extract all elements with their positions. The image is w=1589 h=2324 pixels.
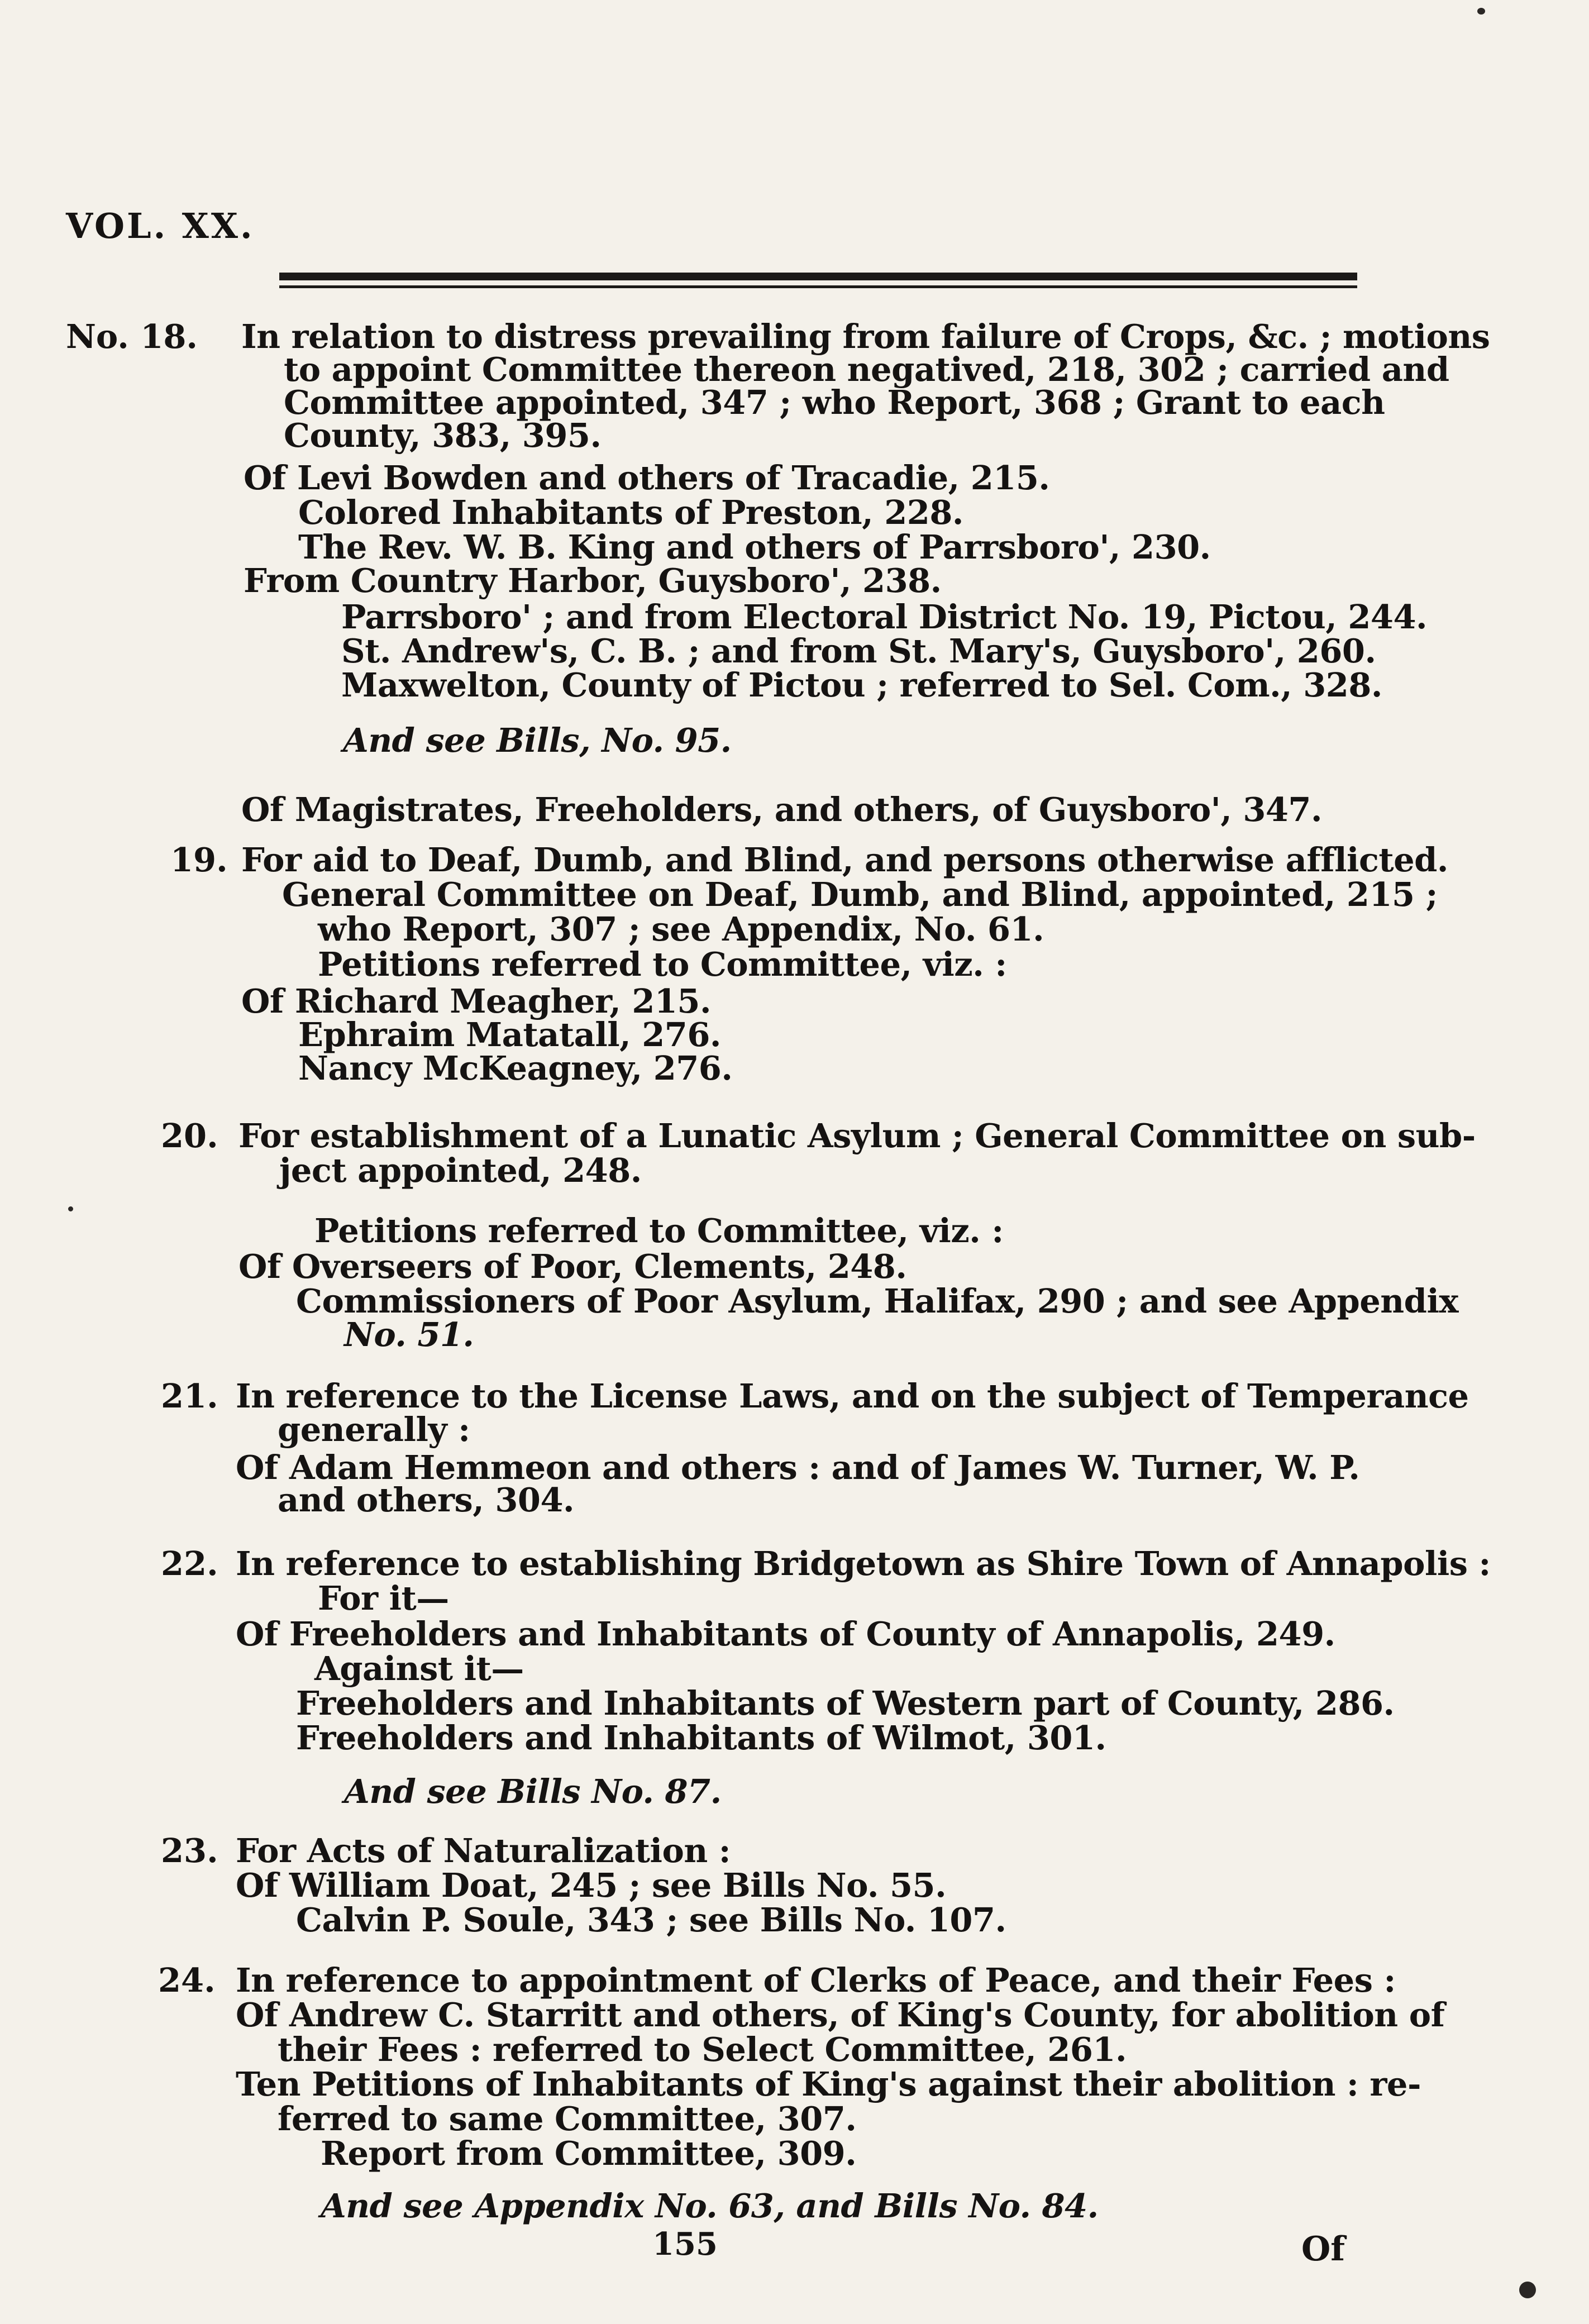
entry-line: Of Levi Bowden and others of Tracadie, 215. <box>244 459 1050 497</box>
entry-line: For aid to Deaf, Dumb, and Blind, and persons otherwise afflicted. <box>241 841 1448 879</box>
entry-line: Ephraim Matatall, 276. <box>298 1015 721 1054</box>
print-speck <box>1519 2282 1536 2298</box>
entry-line: their Fees : referred to Select Committee, 261. <box>278 2030 1127 2069</box>
entry-line: Of William Doat, 245 ; see Bills No. 55. <box>236 1866 947 1905</box>
entry-line: County, 383, 395. <box>284 416 602 455</box>
page-number: 155 <box>652 2226 718 2263</box>
entry-number: No. 18. <box>66 317 198 356</box>
entry-number: 24. <box>158 1961 216 2000</box>
entry-line: For Acts of Naturalization : <box>236 1831 731 1870</box>
entry-line: Commissioners of Poor Asylum, Halifax, 290 ; and see Appendix <box>296 1282 1459 1320</box>
entry-line: Freeholders and Inhabitants of Western part of County, 286. <box>296 1684 1395 1722</box>
entry-line: Of Overseers of Poor, Clements, 248. <box>238 1247 907 1286</box>
entry-number: 22. <box>161 1544 218 1583</box>
entry-line: Of Richard Meagher, 215. <box>241 982 712 1020</box>
cross-reference: And see Bills No. 87. <box>344 1772 722 1811</box>
entry-line: Of Magistrates, Freeholders, and others, of Guysboro', 347. <box>241 790 1323 829</box>
entry-line: Petitions referred to Committee, viz. : <box>318 945 1007 984</box>
entry-line: who Report, 307 ; see Appendix, No. 61. <box>318 910 1044 948</box>
entry-line: Parrsboro' ; and from Electoral District No. 19, Pictou, 244. <box>341 598 1428 636</box>
entry-line: In reference to establishing Bridgetown as Shire Town of Annapolis : <box>236 1544 1491 1583</box>
entry-line: Colored Inhabitants of Preston, 228. <box>298 493 963 532</box>
running-head: VOL. XX. <box>66 206 255 246</box>
header-rule-thin <box>279 285 1357 288</box>
entry-number: 19. <box>170 841 228 879</box>
entry-line: For it— <box>318 1579 449 1617</box>
entry-line: Of Freeholders and Inhabitants of County of Annapolis, 249. <box>236 1615 1335 1653</box>
catchword: Of <box>1301 2230 1345 2269</box>
entry-line: Nancy McKeagney, 276. <box>298 1049 733 1087</box>
entry-line: to appoint Committee thereon negatived, 218, 302 ; carried and <box>284 350 1449 389</box>
entry-line: General Committee on Deaf, Dumb, and Blind, appointed, 215 ; <box>282 875 1438 914</box>
entry-line: Of Adam Hemmeon and others : and of James W. Turner, W. P. <box>236 1448 1360 1487</box>
entry-line: For establishment of a Lunatic Asylum ; General Committee on sub- <box>238 1116 1476 1155</box>
entry-line: Freeholders and Inhabitants of Wilmot, 301. <box>296 1719 1106 1757</box>
entry-line: From Country Harbor, Guysboro', 238. <box>244 561 942 600</box>
entry-line: In reference to the License Laws, and on the subject of Temperance <box>236 1377 1469 1415</box>
entry-line: No. 51. <box>344 1315 474 1354</box>
entry-line: Ten Petitions of Inhabitants of King's against their abolition : re- <box>236 2065 1421 2103</box>
entry-line: Calvin P. Soule, 343 ; see Bills No. 107. <box>296 1901 1006 1939</box>
entry-line: In reference to appointment of Clerks of Peace, and their Fees : <box>236 1961 1396 2000</box>
entry-line: Committee appointed, 347 ; who Report, 368 ; Grant to each <box>284 383 1385 422</box>
entry-line: St. Andrew's, C. B. ; and from St. Mary's, Guysboro', 260. <box>341 632 1376 670</box>
entry-line: and others, 304. <box>278 1481 575 1519</box>
header-rule-thick <box>279 273 1357 280</box>
entry-line: Of Andrew C. Starritt and others, of King's County, for abolition of <box>236 1996 1445 2034</box>
cross-reference: And see Bills, No. 95. <box>343 721 732 760</box>
entry-number: 20. <box>161 1116 218 1155</box>
entry-number: 23. <box>161 1831 218 1870</box>
print-speck <box>68 1206 73 1211</box>
entry-line: generally : <box>278 1410 470 1449</box>
entry-line: The Rev. W. B. King and others of Parrsboro', 230. <box>298 528 1211 566</box>
entry-line: Petitions referred to Committee, viz. : <box>314 1211 1004 1250</box>
cross-reference: And see Appendix No. 63, and Bills No. 84. <box>321 2187 1099 2225</box>
entry-line: In relation to distress prevailing from failure of Crops, &c. ; motions <box>241 317 1490 356</box>
print-speck <box>1477 8 1485 15</box>
entry-line: Report from Committee, 309. <box>321 2134 857 2173</box>
entry-line: Against it— <box>314 1649 524 1688</box>
entry-line: ject appointed, 248. <box>279 1151 642 1190</box>
entry-number: 21. <box>161 1377 218 1415</box>
entry-line: ferred to same Committee, 307. <box>278 2099 857 2138</box>
entry-line: Maxwelton, County of Pictou ; referred to Sel. Com., 328. <box>341 666 1382 704</box>
